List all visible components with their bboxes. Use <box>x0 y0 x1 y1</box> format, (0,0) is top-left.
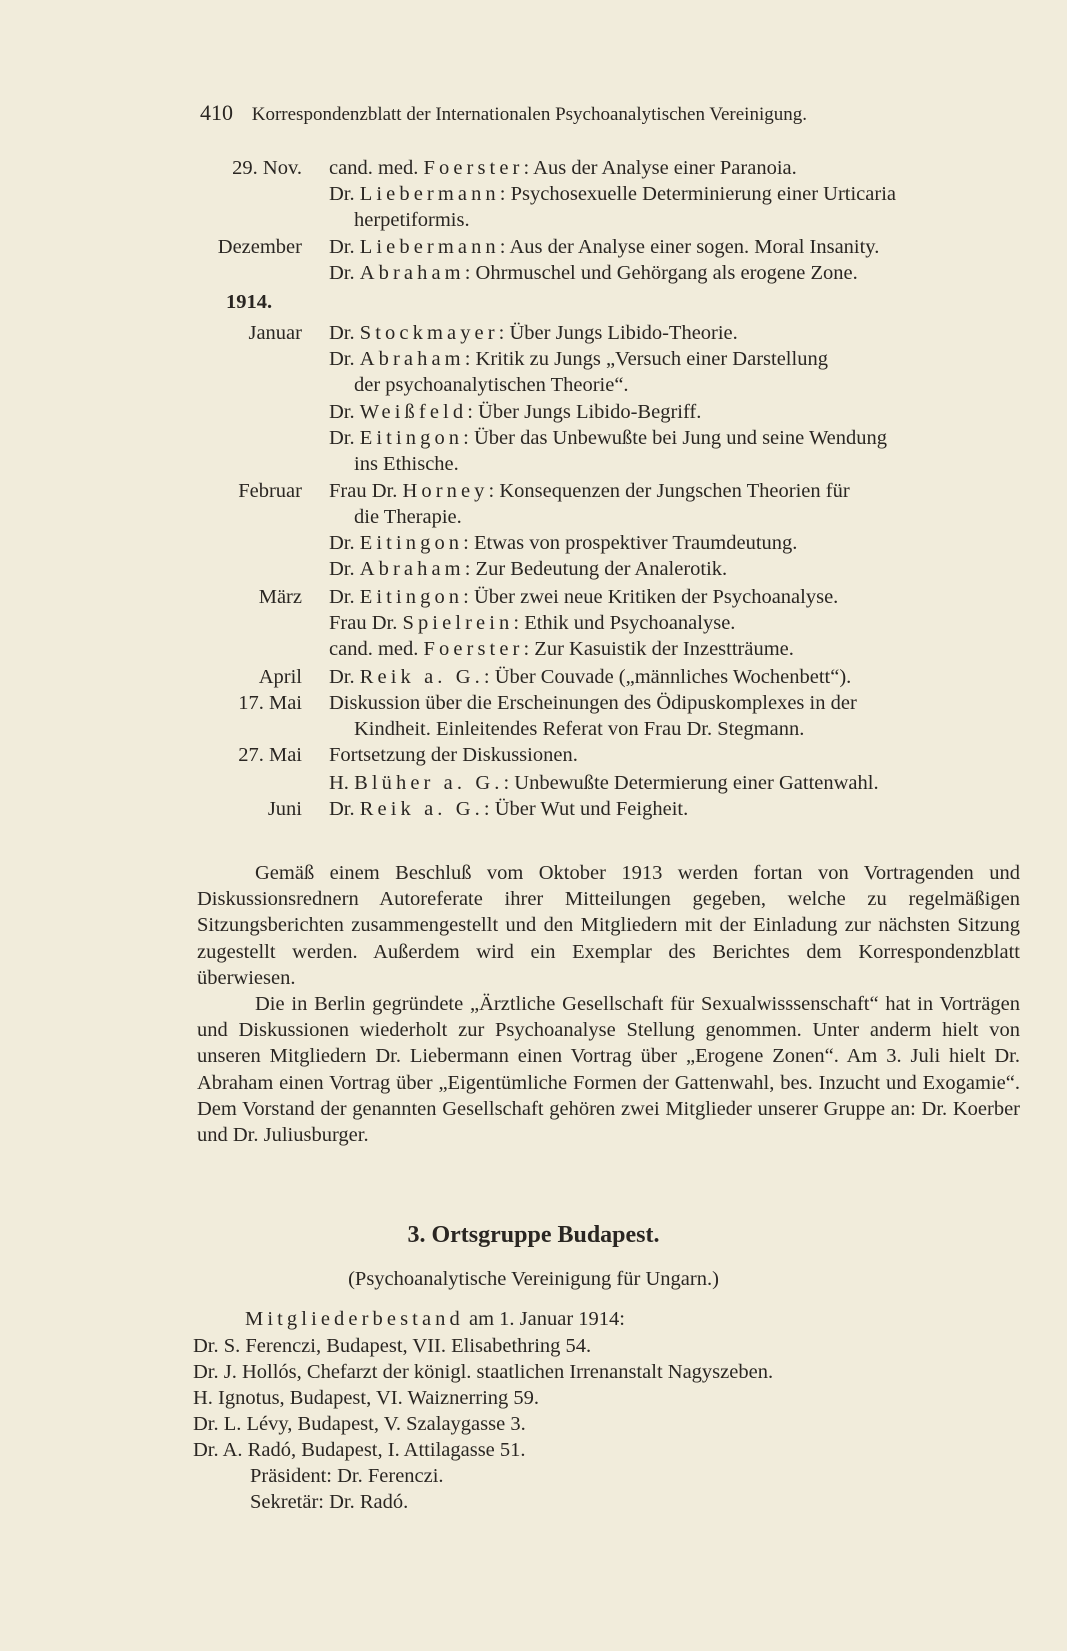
speaker-name: Liebermann <box>359 183 500 205</box>
schedule-entry <box>354 716 804 742</box>
speaker-title: Dr. <box>329 558 360 580</box>
lecture-title: : Psychosexuelle Determinierung einer Urticaria <box>499 183 896 205</box>
member-entry: Dr. S. Ferenczi, Budapest, VII. Elisabethring 54. <box>193 1335 592 1357</box>
lecture-title: : Zur Kasuistik der Inzestträume. <box>523 638 794 660</box>
speaker-name: Reik a. G. <box>359 666 484 688</box>
schedule-date: April <box>258 666 302 688</box>
section-title: 3. Ortsgruppe Budapest. <box>407 1222 660 1248</box>
schedule-entry <box>329 742 578 768</box>
speaker-title: Frau Dr. <box>329 480 403 502</box>
lecture-title: ins Ethische. <box>354 453 459 475</box>
lecture-title: : Aus der Analyse einer Paranoia. <box>523 157 797 179</box>
paragraph-berlin-society: Die in Berlin gegründete „Ärztliche Gesellschaft für Sexualwisssenschaft“ hat in Vorträgen und Diskussionen wiederholt zur Psychoanalyse Stellung genommen. Unter anderm hielt von unseren Mitgliedern Dr. Liebermann einen Vortrag über „Erogene Zonen“. Am 3. Juli hielt Dr. Abraham einen Vortrag über „Eigentümliche Formen der Gattenwahl, bes. Inzucht und Exogamie“. Dem Vorstand der genannten Gesellschaft gehören zwei Mitglieder unserer Gruppe an: Dr. Koerber und Dr. Juliusburger. <box>197 993 1020 1147</box>
speaker-title: Dr. <box>329 262 360 284</box>
schedule-entry <box>354 451 459 477</box>
schedule-entry <box>329 155 797 181</box>
lecture-title: : Etwas von prospektiver Traumdeutung. <box>463 532 798 554</box>
schedule-entry <box>329 260 858 286</box>
speaker-name: Eitingon <box>359 532 464 554</box>
speaker-title: Dr. <box>329 586 360 608</box>
lecture-title: : Ethik und Psychoanalyse. <box>513 612 736 634</box>
paragraph-reports: Gemäß einem Beschluß vom Oktober 1913 werden fortan von Vortragenden und Diskussionsrednern Autoreferate ihrer Mitteilungen gegeben, welche zu regelmäßigen Sitzungsberichten zusammengestellt und den Mitgliedern mit der Einladung zur nächsten Sitzung zugestellt werden. Außerdem wird ein Exemplar des Berichtes dem Korrespondenzblatt überwiesen. <box>197 862 1020 989</box>
schedule-entry <box>329 399 701 425</box>
member-entry: Dr. L. Lévy, Budapest, V. Szalaygasse 3. <box>193 1413 526 1435</box>
schedule-entry <box>329 234 879 260</box>
schedule-date: Februar <box>238 480 302 502</box>
schedule-entry <box>329 181 896 207</box>
schedule-entry <box>354 372 629 398</box>
speaker-title: cand. med. <box>329 157 424 179</box>
year-heading: 1914. <box>226 291 273 313</box>
speaker-name: Eitingon <box>359 586 464 608</box>
speaker-name: Foerster <box>423 638 524 660</box>
members-heading: Mitgliederbestand am 1. Januar 1914: <box>245 1308 625 1330</box>
speaker-title: Dr. <box>329 322 360 344</box>
speaker-name: Abraham <box>359 558 465 580</box>
schedule-entry <box>329 556 727 582</box>
speaker-title: Dr. <box>329 401 360 423</box>
speaker-name: Eitingon <box>359 427 464 449</box>
running-title: Korrespondenzblatt der Internationalen Psychoanalytischen Vereinigung. <box>251 104 807 125</box>
schedule-entry <box>329 584 838 610</box>
schedule-date: Januar <box>248 322 302 344</box>
schedule-entry <box>354 207 470 233</box>
schedule-entry <box>329 796 688 822</box>
speaker-title: Dr. <box>329 348 360 370</box>
lecture-title: herpetiformis. <box>354 209 470 231</box>
president-line: Präsident: Dr. Ferenczi. <box>250 1465 444 1487</box>
speaker-name: Abraham <box>359 262 465 284</box>
schedule-entry <box>329 425 887 451</box>
lecture-title: die Therapie. <box>354 506 462 528</box>
member-entry: Dr. A. Radó, Budapest, I. Attilagasse 51. <box>193 1439 526 1461</box>
speaker-title: Frau Dr. <box>329 612 403 634</box>
lecture-title: : Über Jungs Libido-Theorie. <box>498 322 738 344</box>
page-number: 410 <box>200 100 233 125</box>
lecture-title: : Zur Bedeutung der Analerotik. <box>464 558 728 580</box>
speaker-name: Stockmayer <box>359 322 499 344</box>
lecture-title: : Über Wut und Feigheit. <box>483 798 689 820</box>
speaker-title: Dr. <box>329 532 360 554</box>
schedule-entry <box>329 636 794 662</box>
lecture-title: : Ohrmuschel und Gehörgang als erogene Zone. <box>464 262 858 284</box>
schedule-entry <box>329 770 879 796</box>
schedule-date: 27. Mai <box>238 744 302 766</box>
speaker-name: Liebermann <box>359 236 500 258</box>
speaker-name: Foerster <box>423 157 524 179</box>
speaker-name: Spielrein <box>402 612 514 634</box>
speaker-title: Dr. <box>329 798 360 820</box>
lecture-title: : Über das Unbewußte bei Jung und seine Wendung <box>463 427 888 449</box>
lecture-title: Kindheit. Einleitendes Referat von Frau Dr. Stegmann. <box>354 718 805 740</box>
speaker-name: Abraham <box>359 348 465 370</box>
speaker-name: Reik a. G. <box>359 798 484 820</box>
schedule-entry <box>329 690 857 716</box>
schedule-entry <box>329 478 850 504</box>
speaker-title: Dr. <box>329 236 360 258</box>
speaker-name: Blüher a. G. <box>354 772 504 794</box>
speaker-title: cand. med. <box>329 638 424 660</box>
speaker-title: Dr. <box>329 183 360 205</box>
schedule-entry <box>329 346 828 372</box>
schedule-date: Dezember <box>217 236 302 258</box>
schedule-entry <box>329 530 797 556</box>
speaker-title: Dr. <box>329 666 360 688</box>
lecture-title: : Konsequenzen der Jungschen Theorien für <box>488 480 850 502</box>
lecture-title: Fortsetzung der Diskussionen. <box>329 744 578 766</box>
speaker-name: Weißfeld <box>359 401 468 423</box>
page-header <box>200 100 807 126</box>
speaker-title: Dr. <box>329 427 360 449</box>
schedule-entry <box>329 320 738 346</box>
schedule-entry <box>329 610 735 636</box>
schedule-date: 29. Nov. <box>232 157 302 179</box>
section-subtitle: (Psychoanalytische Vereinigung für Ungarn.) <box>348 1268 719 1290</box>
body-text <box>197 860 1020 1148</box>
member-entry: H. Ignotus, Budapest, VI. Waiznerring 59. <box>193 1387 540 1409</box>
speaker-name: Horney <box>402 480 489 502</box>
schedule-date: 17. Mai <box>238 692 302 714</box>
secretary-line: Sekretär: Dr. Radó. <box>250 1491 409 1513</box>
schedule-date: März <box>258 586 302 608</box>
lecture-title: : Aus der Analyse einer sogen. Moral Insanity. <box>499 236 880 258</box>
lecture-title: : Über Jungs Libido-Begriff. <box>467 401 702 423</box>
lecture-title: Diskussion über die Erscheinungen des Ödipuskomplexes in der <box>329 692 857 714</box>
schedule-entry <box>329 664 851 690</box>
lecture-title: : Über Couvade („männliches Wochenbett“). <box>483 666 852 688</box>
member-entry: Dr. J. Hollós, Chefarzt der königl. staatlichen Irrenanstalt Nagyszeben. <box>193 1361 774 1383</box>
lecture-title: der psychoanalytischen Theorie“. <box>354 374 629 396</box>
speaker-title: H. <box>329 772 355 794</box>
lecture-title: : Über zwei neue Kritiken der Psychoanalyse. <box>463 586 839 608</box>
schedule-entry <box>354 504 462 530</box>
lecture-title: : Unbewußte Determierung einer Gattenwahl. <box>503 772 879 794</box>
schedule-date: Juni <box>267 798 302 820</box>
lecture-title: : Kritik zu Jungs „Versuch einer Darstellung <box>464 348 828 370</box>
